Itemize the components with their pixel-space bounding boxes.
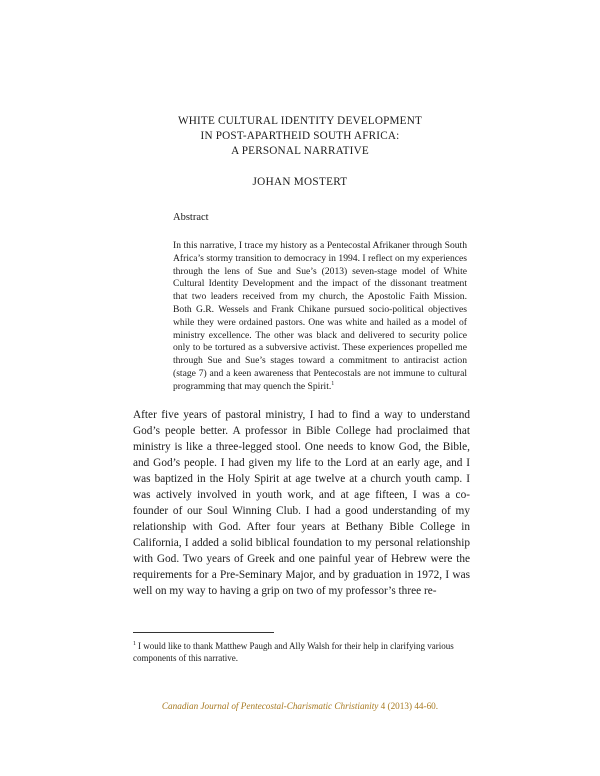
abstract-heading: Abstract	[173, 212, 209, 223]
abstract-footnote-marker[interactable]: 1	[331, 380, 335, 387]
body-paragraph: After five years of pastoral ministry, I had to find a way to understand God’s people better. A professor in Bible College had proclaimed that ministry is like a three-legged stool. One needs to know God, the Bible, and God’s people. I had given my life to the Lord at an early age, and I was baptized in the Holy Spirit at age twelve at a church youth camp. I was actively involved in youth work, and at age fifteen, I was a co-founder of our Soul Winning Club. I had a good understanding of my relationship with God. After four years at Bethany Bible College in California, I added a solid biblical foundation to my personal relationship with God. Two years of Greek and one painful year of Hebrew were the requirements for a Pre-Seminary Major, and by graduation in 1972, I was well on my way to having a grip on two of my professor’s three re-	[133, 409, 470, 597]
footnote-divider	[133, 632, 274, 633]
title-line-1: WHITE CULTURAL IDENTITY DEVELOPMENT	[177, 115, 423, 127]
journal-details: 4 (2013) 44-60.	[380, 701, 439, 711]
journal-name: Canadian Journal of Pentecostal-Charismatic Christianity	[161, 701, 379, 711]
footnote	[133, 640, 470, 664]
author-name: JOHAN MOSTERT	[252, 176, 348, 188]
abstract-text: In this narrative, I trace my history as a Pentecostal Afrikaner through South Africa’s stormy transition to democracy in 1994. I reflect on my experiences through the lens of Sue and Sue’s (2013) seven-stage model of White Cultural Identity Development and the impact of the dissonant treatment that two leaders received from my church, the Apostolic Faith Mission. Both G.R. Wessels and Frank Chikane pursued socio-political objectives while they were ordained pastors. One was white and hailed as a model of ministry excellence. The other was black and delivered to security police only to be tortured as a subversive activist. These experiences propelled me through Sue and Sue’s stages toward a commitment to antiracist action (stage 7) and a keen awareness that Pentecostals are not immune to cultural programming that may quench the Spirit.	[173, 240, 467, 392]
title-line-2: IN POST-APARTHEID SOUTH AFRICA:	[200, 130, 400, 142]
footnote-marker: 1	[133, 641, 136, 647]
footnote-text: I would like to thank Matthew Paugh and Ally Walsh for their help in clarifying various components of this narrative.	[133, 641, 454, 663]
abstract-body	[173, 240, 467, 394]
article-title	[0, 114, 600, 159]
journal-citation	[0, 701, 600, 711]
title-line-3: A PERSONAL NARRATIVE	[231, 145, 369, 157]
